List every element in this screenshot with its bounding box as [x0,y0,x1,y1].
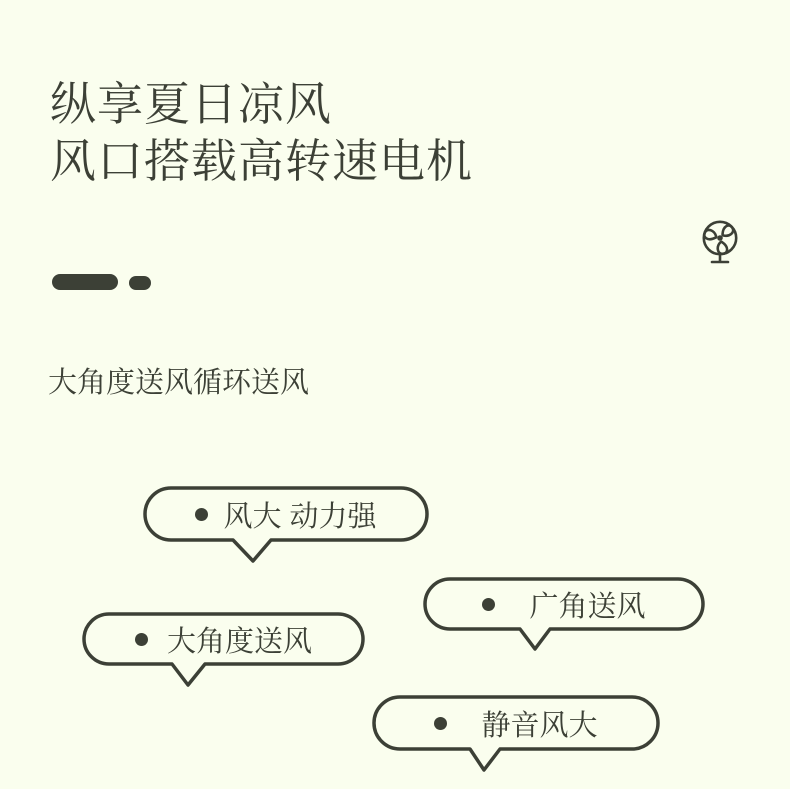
callout-bubble-quiet-wind [372,695,660,773]
page-title [50,76,473,190]
fan-icon [698,217,742,267]
bullet-dot-icon [434,717,447,730]
bullet-dot-icon [195,508,208,521]
subtitle: 大角度送风循环送风 [48,367,310,399]
callout-label: 静音风大 [481,709,598,742]
bullet-dot-icon [482,598,495,611]
callout-label: 广角送风 [529,590,646,623]
callout-bubble-wind-power [143,486,429,564]
callout-label: 大角度送风 [166,625,312,658]
callout-bubble-large-angle [82,612,365,688]
callout-bubble-wide-angle [423,577,705,652]
callout-label: 风大 动力强 [223,500,377,533]
divider-bar-long [52,274,118,290]
title-line-1: 纵享夏日凉风 [50,78,332,130]
title-line-2: 风口搭载高转速电机 [50,135,473,187]
bullet-dot-icon [135,633,148,646]
divider-bar-short [129,276,151,290]
